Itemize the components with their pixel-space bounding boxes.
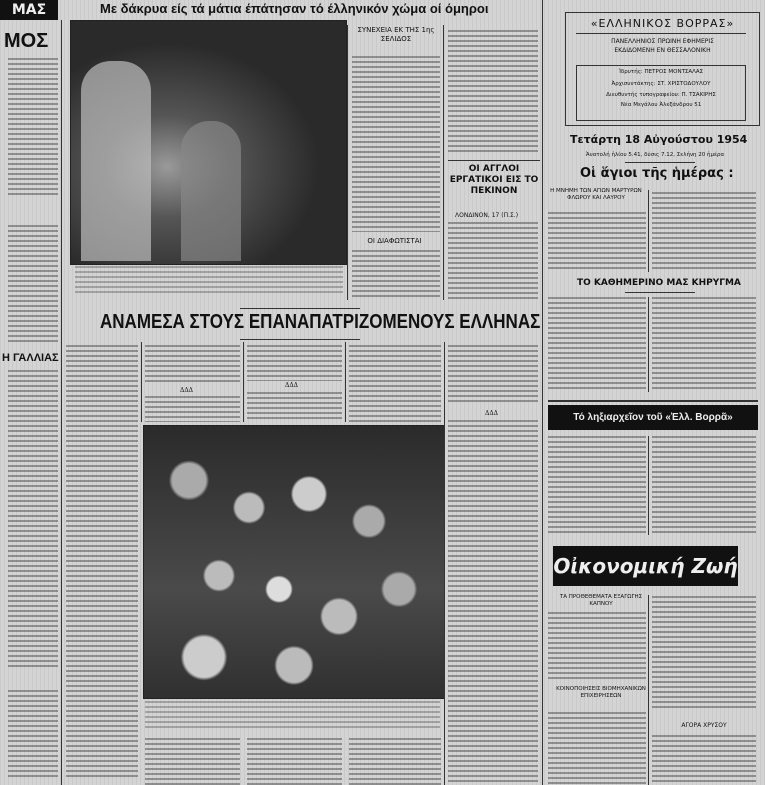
side-story-text <box>448 30 538 155</box>
saints-heading: Οἱ ἅγιοι τῆς ἡμέρας : <box>580 166 734 181</box>
main-story-text <box>349 345 441 422</box>
column-rule <box>444 342 445 785</box>
column-rule <box>648 190 649 272</box>
saints-text <box>652 192 756 272</box>
photo-caption <box>145 701 440 731</box>
section-diafotistai: ΟΙ ΔΙΑΦΩΤΙΣΤΑΙ <box>367 237 422 245</box>
masthead-printer: Διευθυντής τυπογραφείου: Π. ΤΣΑΚΙΡΗΣ <box>606 92 716 98</box>
column-rule <box>345 342 346 422</box>
issue-date: Τετάρτη 18 Αὐγούστου 1954 <box>570 133 748 146</box>
economy-banner: Οἰκονομική Ζωή <box>553 546 738 586</box>
left-subheading: Η ΓΑΛΛΙΑΣ <box>2 352 59 364</box>
economy-text <box>548 612 646 680</box>
repatriates-crowd-photo <box>143 425 445 699</box>
column-rule <box>648 436 649 535</box>
masthead-editor: Ἀρχισυντάκτης: ΣΤ. ΧΡΙΣΤΟΔΟΥΛΟΥ <box>611 81 711 87</box>
left-text <box>8 58 58 198</box>
main-story-text <box>448 345 538 405</box>
masthead-inner-box <box>576 65 746 121</box>
almanac: Ἀνατολή ἡλίου 5.41, δύσις 7.12, Σελήνη 20 ἡμέρα <box>585 152 725 158</box>
main-story-text <box>349 738 441 785</box>
column-rule <box>61 20 62 785</box>
main-story-text <box>145 396 240 422</box>
main-story-text <box>145 345 240 385</box>
headline-rule <box>240 339 360 340</box>
saints-subheading: Η ΜΝΗΜΗ ΤΩΝ ΑΓΙΩΝ ΜΑΡΤΥΡΩΝ ΦΛΩΡΟΥ ΚΑΙ ΛΑΥΡΟΥ <box>550 188 642 201</box>
masthead-address: Νέα Μεγάλου Ἀλεξάνδρου 51 <box>620 102 702 108</box>
left-text <box>8 690 58 780</box>
main-story-text <box>247 392 342 422</box>
economy-text <box>652 735 756 785</box>
registry-text <box>548 436 646 535</box>
economy-subheading: ΤΑ ΠΡΟΘΕΘΕΜΑΤΑ ΕΞΑΓΩΓΗΣ ΚΑΠΝΟΥ <box>559 594 643 607</box>
economy-text <box>548 712 646 785</box>
masthead-tagline: ΕΚΔΙΔΟΜΕΝΗ ΕΝ ΘΕΣΣΑΛΟΝΙΚΗ <box>614 47 711 54</box>
column-rule <box>648 297 649 392</box>
photo-caption <box>75 266 343 296</box>
left-text <box>8 370 58 670</box>
column-rule <box>243 342 244 422</box>
sermon-text <box>548 297 646 392</box>
side-story-text <box>448 222 538 300</box>
top-story-text <box>352 56 440 232</box>
main-story-text <box>145 738 240 785</box>
gold-market-heading: ΑΓΟΡΑ ΧΡΥΣΟΥ <box>681 722 727 729</box>
column-rule <box>648 595 649 785</box>
column-rule <box>443 25 444 300</box>
column-rule <box>542 0 543 785</box>
main-headline: ΑΝΑΜΕΣΑ ΣΤΟΥΣ ΕΠΑΝΑΠΑΤΡΙΖΟΜΕΝΟΥΣ ΕΛΛΗΝΑΣ <box>100 311 541 333</box>
rule <box>625 292 695 293</box>
registry-text <box>652 436 756 535</box>
rule <box>548 400 758 402</box>
masthead-rule <box>576 33 746 34</box>
main-separator: ΔΔΔ <box>180 387 193 394</box>
side-dateline: ΛΟΝΔΙΝΟΝ, 17 (Π.Σ.) <box>455 212 519 219</box>
registry-banner: Τό ληξιαρχεῖον τοῦ «Ἑλλ. Βορρᾶ» <box>548 405 758 430</box>
story-rule <box>448 160 540 161</box>
main-separator: ΔΔΔ <box>485 410 498 417</box>
left-heading: ΜΟΣ <box>4 30 49 52</box>
main-story-text <box>247 738 342 785</box>
saints-text <box>548 212 646 270</box>
economy-text <box>652 596 756 711</box>
column-rule <box>141 342 142 422</box>
photo-figure <box>181 121 241 261</box>
side-headline: ΟΙ ΑΓΓΛΟΙ ΕΡΓΑΤΙΚΟΙ ΕΙΣ ΤΟ ΠΕΚΙΝΟΝ <box>449 164 539 196</box>
main-separator: ΔΔΔ <box>285 382 298 389</box>
hostages-photo <box>70 20 347 265</box>
left-banner: ΜΑΣ <box>0 0 58 20</box>
photo-figure <box>81 61 151 261</box>
economy-subheading: ΚΟΙΝΟΠΟΙΗΣΕΙΣ ΒΙΟΜΗΧΑΝΙΚΩΝ ΕΠΙΧΕΙΡΗΣΕΩΝ <box>556 686 646 699</box>
headline-rule <box>240 308 360 309</box>
rule <box>625 162 695 163</box>
top-headline: Με δάκρυα είς τά μάτια έπάτησαν τό έλληνικόν χώμα οί όμηροι <box>100 1 489 16</box>
main-story-text <box>448 420 538 785</box>
sermon-text <box>652 297 756 392</box>
main-story-text <box>247 345 342 381</box>
column-rule <box>347 25 348 300</box>
main-story-text <box>66 345 138 780</box>
masthead-tagline: ΠΑΝΕΛΛΗΝΙΟΣ ΠΡΩΙΝΗ ΕΦΗΜΕΡΙΣ <box>611 38 714 45</box>
masthead-box <box>565 12 760 126</box>
masthead-title: «ΕΛΛΗΝΙΚΟΣ ΒΟΡΡΑΣ» <box>590 17 735 30</box>
sermon-heading: ΤΟ ΚΑΘΗΜΕΡΙΝΟ ΜΑΣ ΚΗΡΥΓΜΑ <box>577 278 741 288</box>
left-text <box>8 225 58 345</box>
masthead-founder: Ἱδρυτής: ΠΕΤΡΟΣ ΜΟΝΤΣΑΛΑΣ <box>618 69 704 75</box>
continuation-label: ΣΥΝΕΧΕΙΑ ΕΚ ΤΗΣ 1ης ΣΕΛΙΔΟΣ <box>357 26 435 43</box>
top-story-text <box>352 250 440 300</box>
